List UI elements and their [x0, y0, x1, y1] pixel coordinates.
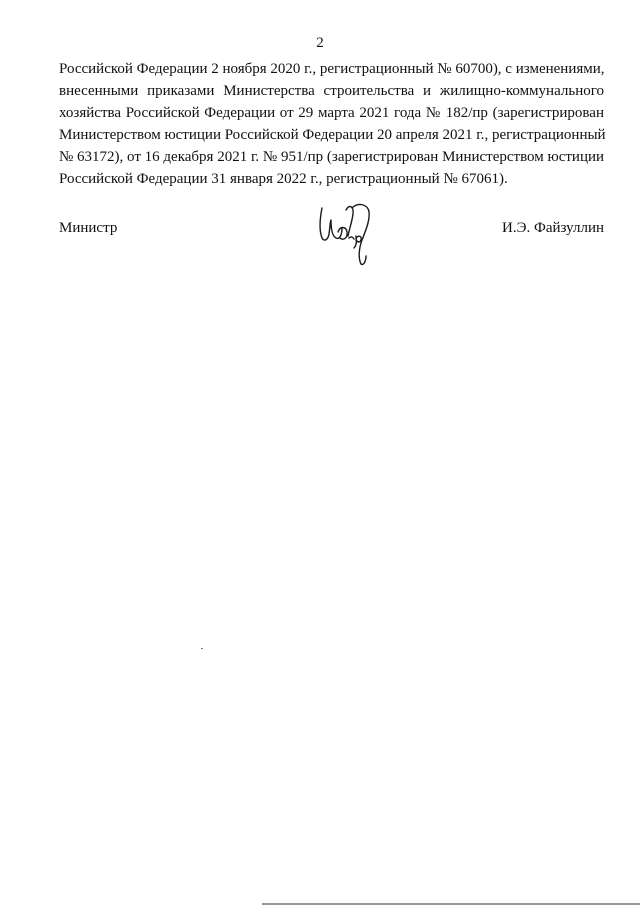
- signer-position: Министр: [59, 220, 118, 236]
- body-line: № 63172), от 16 декабря 2021 г. № 951/пр (зарегистрирован Министерством юстиции: [59, 149, 605, 165]
- body-line: внесенными приказами Министерства строительства и жилищно-коммунального: [59, 83, 604, 99]
- signer-name: И.Э. Файзуллин: [502, 220, 604, 236]
- body-line: Министерством юстиции Российской Федерации 20 апреля 2021 г., регистрационный: [59, 127, 606, 143]
- page-number: 2: [316, 35, 324, 51]
- scan-speck: [201, 648, 203, 649]
- body-line: хозяйства Российской Федерации от 29 марта 2021 года № 182/пр (зарегистрирован: [59, 105, 604, 121]
- document-body: [59, 58, 604, 190]
- body-line: Российской Федерации 2 ноября 2020 г., регистрационный № 60700), с изменениями,: [59, 61, 605, 77]
- body-line: Российской Федерации 31 января 2022 г., регистрационный № 67061).: [59, 171, 508, 187]
- handwritten-signature: [316, 198, 378, 268]
